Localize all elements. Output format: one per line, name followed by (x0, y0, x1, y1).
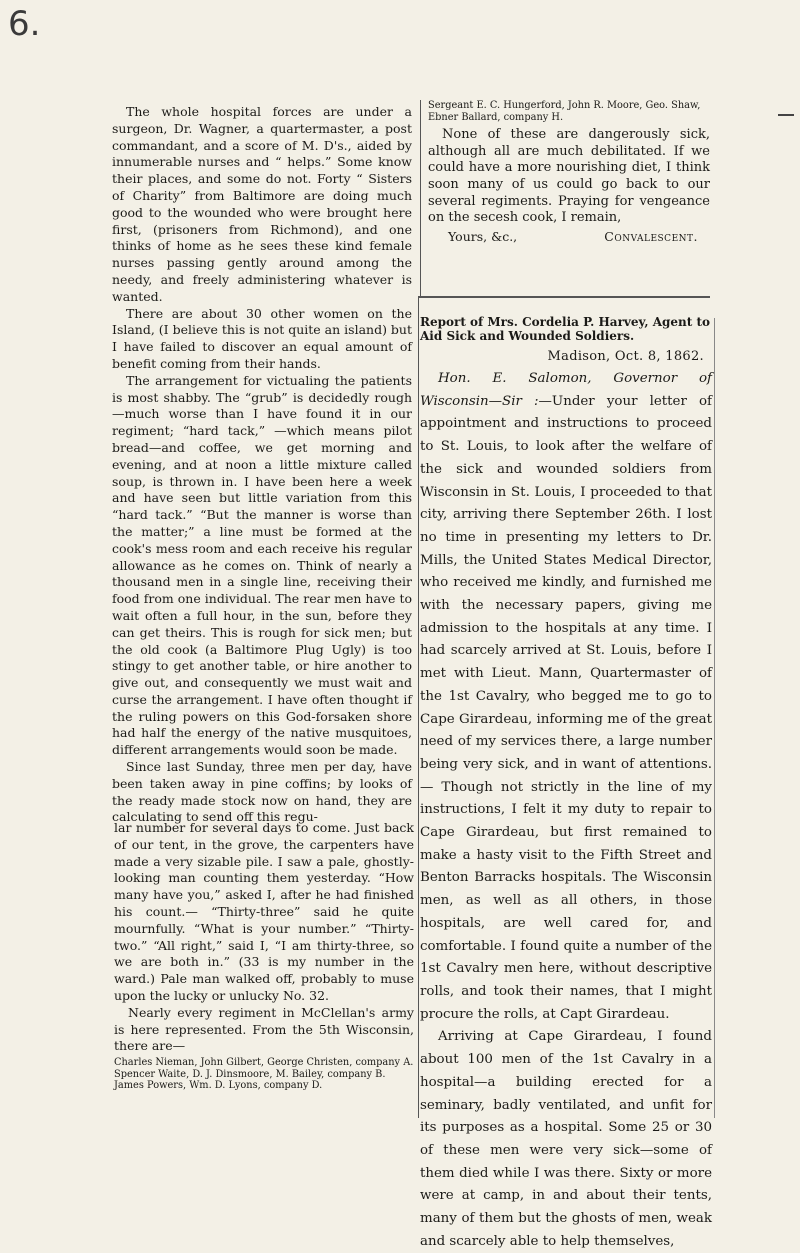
article-paragraph: The whole hospital forces are under a surgeon, Dr. Wagner, a quartermaster, a post commandant, and a score of M. D's., aided by innumerable nurses and “ helps.” Some know their places, and some do not. Forty “ Sisters of Charity” from Baltimore are doing much good to the wounded who were brought here first, (prisoners from Richmond), and one thinks of home as he sees these kind female nurses passing gently around among the needy, and freely administering whatever is wanted. (112, 104, 412, 304)
section-rule (418, 296, 710, 298)
margin-ink-mark (778, 114, 794, 116)
article-paragraph: Since last Sunday, three men per day, have been taken away in pine coffins; by looks of the ready made stock now on hand, they are calculating to send off this regu- (112, 759, 412, 825)
page-number: 6. (8, 4, 41, 44)
report-paragraph: Arriving at Cape Girardeau, I found about 100 men of the 1st Cavalry in a hospital—a building erected for a seminary, badly ventilated, and unfit for its purposes as a hospital. Some 25 or 30 of these men were very sick—some of them died while I was there. Sixty or more were at camp, in and about their tents, many of them but the ghosts of men, weak and scarcely able to help themselves, (420, 1029, 712, 1249)
salutation: Hon. E. Salomon, Governor of Wisconsin—Sir : (420, 371, 712, 409)
roster-entry: Spencer Waite, D. J. Dinsmoore, M. Bailey, company B. (114, 1068, 386, 1080)
roster-entry: James Powers, Wm. D. Lyons, company D. (114, 1080, 323, 1092)
signoff (428, 229, 710, 246)
report-paragraph-text: —Under your letter of appointment and instructions to proceed to St. Louis, to look after the welfare of the sick and wounded soldiers from Wisconsin in St. Louis, I proceeded to that city, arriving there September 26th. I lost no time in presenting my letters to Dr. Mills, the United States Medical Director, who received me kindly, and furnished me with the necessary papers, giving me admission to the hospitals at any time. I had scarcely arrived at St. Louis, before I met with Lieut. Mann, Quartermaster of the 1st Cavalry, who begged me to go to Cape Girardeau, informing me of the great need of my services there, a large number being very sick, and in want of attentions.— Though not strictly in the line of my instructions, I felt it my duty to repair to Cape Girardeau, but first remained to make a hasty visit to the Fifth Street and Benton Barracks hospitals. The Wisconsin men, as well as all others, in those hospitals, are well cared for, and comfortable. I found quite a number of the 1st Cavalry men here, without descriptive rolls, and took their names, that I might procure the rolls, at Capt Girardeau. (420, 393, 712, 1022)
closing-paragraph: None of these are dangerously sick, although all are much debilitated. If we could have a more nourishing diet, I think soon many of us could go back to our several regiments. Praying for vengeance on the secesh cook, I remain, (428, 127, 710, 226)
article-paragraph: lar number for several days to come. Just back of our tent, in the grove, the carpenters have made a very sizable pile. I saw a pale, ghostly-looking man counting them yesterday. “How many have you,” asked I, after he had finished his count.— “Thirty-three” said he quite mournfully. “What is your number.” “Thirty-two.” “All right,” said I, “I am thirty-three, so we are both in.” (33 is my number in the ward.) Pale man walked off, probably to muse upon the lucky or unlucky No. 32. (114, 820, 414, 1003)
roster-entry: Sergeant E. C. Hungerford, John R. Moore, Geo. Shaw, Ebner Ballard, company H. (428, 100, 701, 123)
article-paragraph: Nearly every regiment in McClellan's army is here represented. From the 5th Wisconsin, there are— (114, 1004, 414, 1054)
signoff-text: Yours, &c., (448, 228, 518, 244)
column-rule-left (420, 100, 421, 296)
left-column-upper (112, 104, 412, 825)
report-paragraph (420, 368, 712, 1026)
column-rule-left-lower (418, 298, 419, 1118)
signature: Convalescent. (604, 228, 698, 244)
right-column-top (428, 100, 710, 286)
article-paragraph: The arrangement for victualing the patients is most shabby. The “grub” is decidedly rough—much worse than I have found it in our regiment; “hard tack,” —which means pilot bread—and coffee, we get morning and evening, and at noon a little mixture called soup, is thrown in. I have been here a week and have seen but little variation from this “hard tack.” “But the manner is worse than the matter;” a line must be formed at the cook's mess room and each receive his regular allowance as he comes on. Think of nearly a thousand men in a single line, receiving their food from one individual. The rear men have to wait often a full hour, in the sun, before they can get theirs. This is rough for sick men; but the old cook (a Baltimore Plug Ugly) is too stingy to get another table, or hire another to give out, and consequently we must wait and curse the arrangement. I have often thought if the ruling powers on this God-forsaken shore had half the energy of the native musquitoes, different arrangements would soon be made. (112, 372, 412, 758)
roster-entry: Charles Nieman, John Gilbert, George Christen, company A. (114, 1057, 414, 1069)
right-edge-rule (714, 318, 715, 1118)
left-column-lower (114, 820, 414, 1120)
report-headline: Report of Mrs. Cordelia P. Harvey, Agent to Aid Sick and Wounded Soldiers. (420, 315, 711, 343)
article-paragraph: There are about 30 other women on the Island, (I believe this is not quite an island) but I have failed to discover an equal amount of benefit coming from their hands. (112, 305, 412, 371)
roster-list (114, 1057, 414, 1092)
report-dateline: Madison, Oct. 8, 1862. (547, 349, 704, 364)
right-column-report (420, 315, 712, 1249)
